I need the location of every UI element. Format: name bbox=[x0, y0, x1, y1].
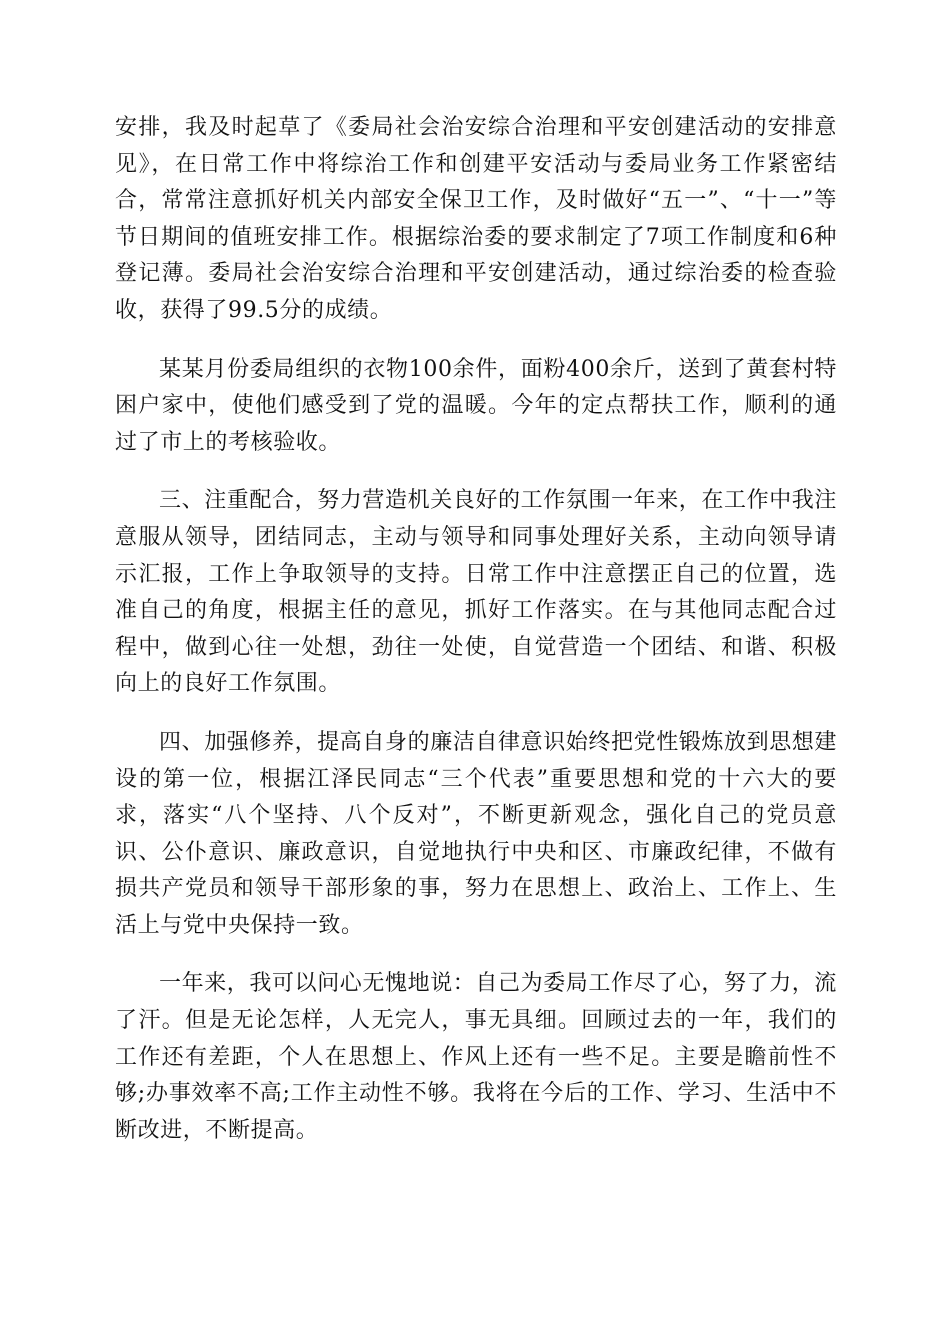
paragraph-conclusion: 一年来，我可以问心无愧地说：自己为委局工作尽了心，努了力，流了汗。但是无论怎样，人无完人，事无具细。回顾过去的一年，我们的工作还有差距，个人在思想上、作风上还有一些不足。主要是瞻前性不够;办事效率不高;工作主动性不够。我将在今后的工作、学习、生活中不断改进，不断提高。 bbox=[115, 971, 838, 1143]
document-body bbox=[115, 110, 837, 1171]
paragraph-section-three: 三、注重配合，努力营造机关良好的工作氛围一年来，在工作中我注意服从领导，团结同志，主动与领导和同事处理好关系，主动向领导请示汇报，工作上争取领导的支持。日常工作中注意摆正自己的位置，选准自己的角度，根据主任的意见，抓好工作落实。在与其他同志配合过程中，做到心往一处想，劲往一处使，自觉营造一个团结、和谐、积极向上的良好工作氛围。 bbox=[115, 488, 838, 697]
paragraph-continuation: 安排，我及时起草了《委局社会治安综合治理和平安创建活动的安排意见》，在日常工作中将综治工作和创建平安活动与委局业务工作紧密结合，常常注意抓好机关内部安全保卫工作，及时做好“五一”、“十一”等节日期间的值班安排工作。根据综治委的要求制定了7项工作制度和6种登记薄。委局社会治安综合治理和平安创建活动，通过综治委的检查验收，获得了99.5分的成绩。 bbox=[115, 115, 837, 323]
paragraph-section-four: 四、加强修养，提高自身的廉洁自律意识始终把党性锻炼放到思想建设的第一位，根据江泽民同志“三个代表”重要思想和党的十六大的要求，落实“八个坚持、八个反对”，不断更新观念，强化自己的党员意识、公仆意识、廉政意识，自觉地执行中央和区、市廉政纪律，不做有损共产党员和领导干部形象的事，努力在思想上、政治上、工作上、生活上与党中央保持一致。 bbox=[115, 729, 838, 938]
paragraph-poverty-aid: 某某月份委局组织的衣物100余件，面粉400余斤，送到了黄套村特困户家中，使他们感受到了党的温暖。今年的定点帮扶工作，顺利的通过了市上的考核验收。 bbox=[115, 356, 837, 455]
